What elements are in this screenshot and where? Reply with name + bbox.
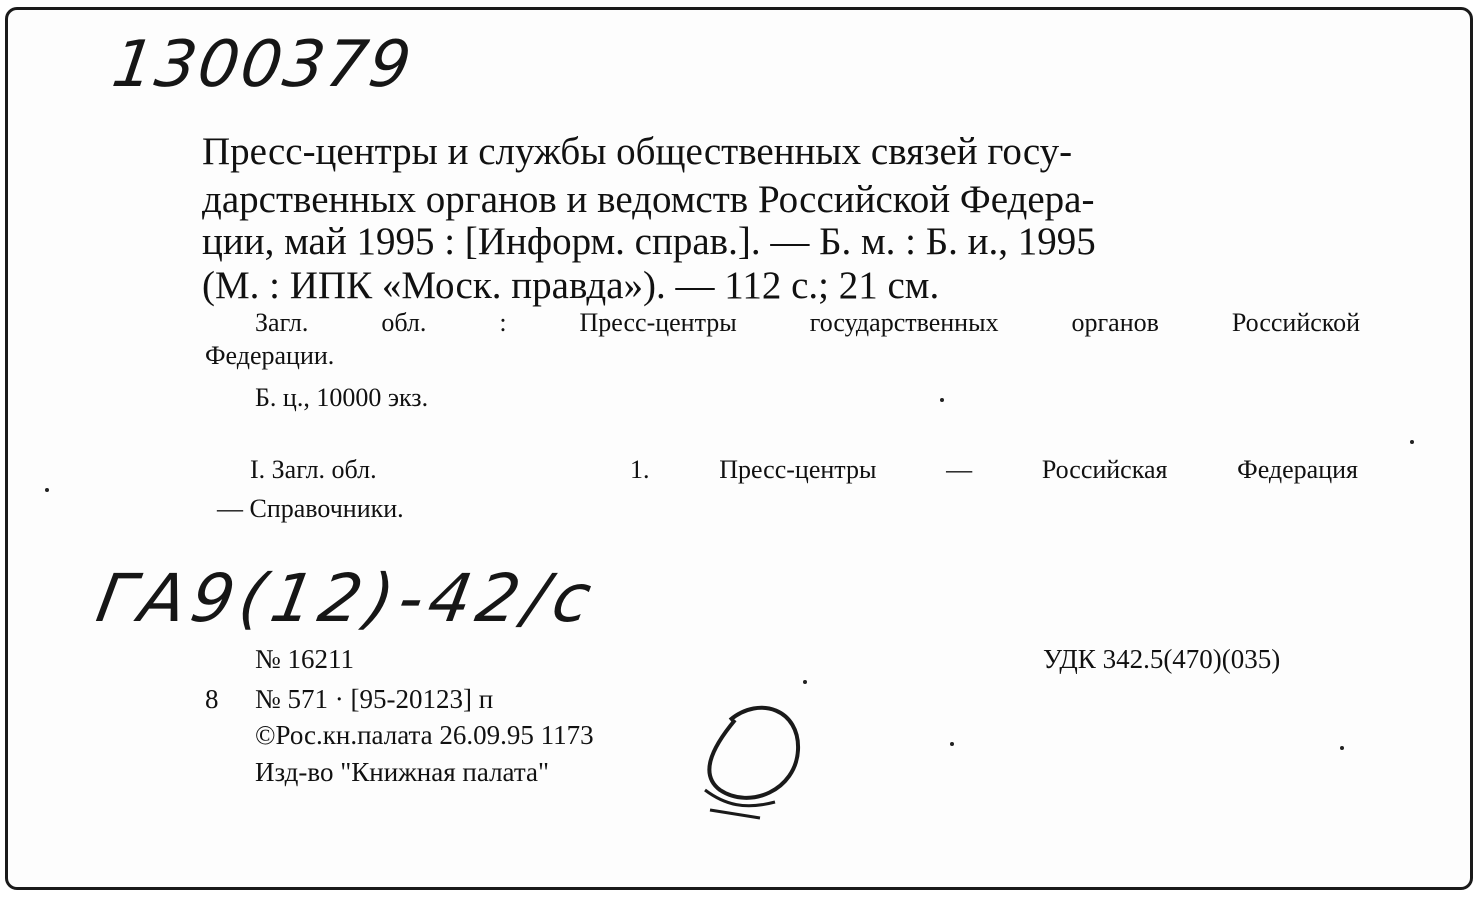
- udc-index: УДК 342.5(470)(035): [1043, 644, 1281, 674]
- publisher-line: Изд-во "Книжная палата": [255, 757, 549, 787]
- speck: [950, 742, 954, 746]
- record-number: № 16211: [255, 644, 355, 674]
- note-price-run: Б. ц., 10000 экз.: [255, 383, 429, 412]
- speck: [1340, 746, 1344, 750]
- speck: [803, 680, 807, 684]
- title-line-2: дарственных органов и ведомств Российской Федера-: [202, 178, 1095, 221]
- order-prefix: 8: [205, 684, 219, 714]
- title-line-3: ции, май 1995 : [Информ. справ.]. — Б. м. : Б. и., 1995: [202, 220, 1096, 263]
- copyright-line: ©Рос.кн.палата 26.09.95 1173: [255, 720, 594, 750]
- heading-cover-title: I. Загл. обл.: [250, 455, 377, 484]
- speck: [1410, 440, 1414, 444]
- title-line-1: Пресс-центры и службы общественных связей госу-: [202, 130, 1073, 173]
- heading-subject: 1. Пресс-центры — Российская Федерация: [630, 455, 1358, 484]
- note-title-cover: Загл. обл. : Пресс-центры государственных органов Российской: [255, 308, 1360, 337]
- heading-subject-cont: — Справочники.: [217, 494, 404, 523]
- handwritten-loop-mark: [690, 690, 820, 830]
- speck: [940, 398, 944, 402]
- speck: [45, 488, 49, 492]
- title-line-4: (М. : ИПК «Моск. правда»). — 112 с.; 21 см.: [202, 264, 940, 307]
- handwritten-inventory-number: 1300379: [107, 28, 418, 102]
- handwritten-classification: ГА9(12)-42/с: [91, 560, 603, 637]
- note-title-cover-cont: Федерации.: [205, 341, 335, 370]
- order-number: № 571 · [95-20123] п: [255, 684, 494, 714]
